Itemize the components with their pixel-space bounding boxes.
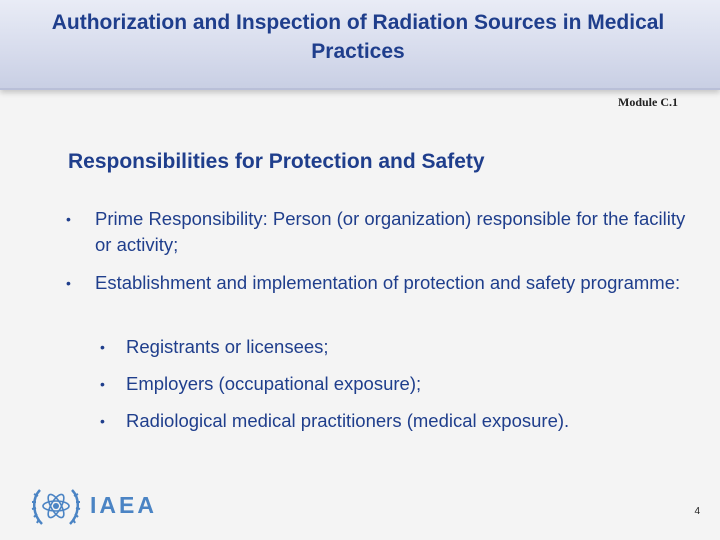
bullet-text: Prime Responsibility: Person (or organization) responsible for the facility or activity; (95, 208, 686, 255)
footer-org-name: IAEA (90, 492, 157, 518)
sub-bullet-item (100, 334, 700, 360)
bullet-dot-icon: • (100, 339, 105, 355)
bullet-dot-icon: • (66, 275, 71, 291)
bullet-item (66, 206, 686, 258)
bullet-text: Establishment and implementation of protection and safety programme: (95, 272, 681, 293)
sub-bullet-text: Employers (occupational exposure); (126, 373, 422, 394)
slide-title: Authorization and Inspection of Radiation Sources in Medical Practices (51, 11, 665, 63)
iaea-emblem-icon (30, 482, 82, 530)
bullet-dot-icon: • (100, 413, 105, 429)
sub-bullet-text: Radiological medical practitioners (medical exposure). (126, 410, 570, 431)
page-number: 4 (694, 506, 700, 517)
sub-bullet-text: Registrants or licensees; (126, 336, 329, 357)
bullet-dot-icon: • (66, 211, 71, 227)
bullet-dot-icon: • (100, 376, 105, 392)
slide-header (0, 0, 720, 90)
bullet-item (66, 270, 686, 296)
section-heading: Responsibilities for Protection and Safety (68, 150, 485, 173)
sub-bullet-item (100, 371, 700, 397)
sub-bullet-item (100, 408, 700, 434)
module-label: Module C.1 (618, 95, 678, 109)
